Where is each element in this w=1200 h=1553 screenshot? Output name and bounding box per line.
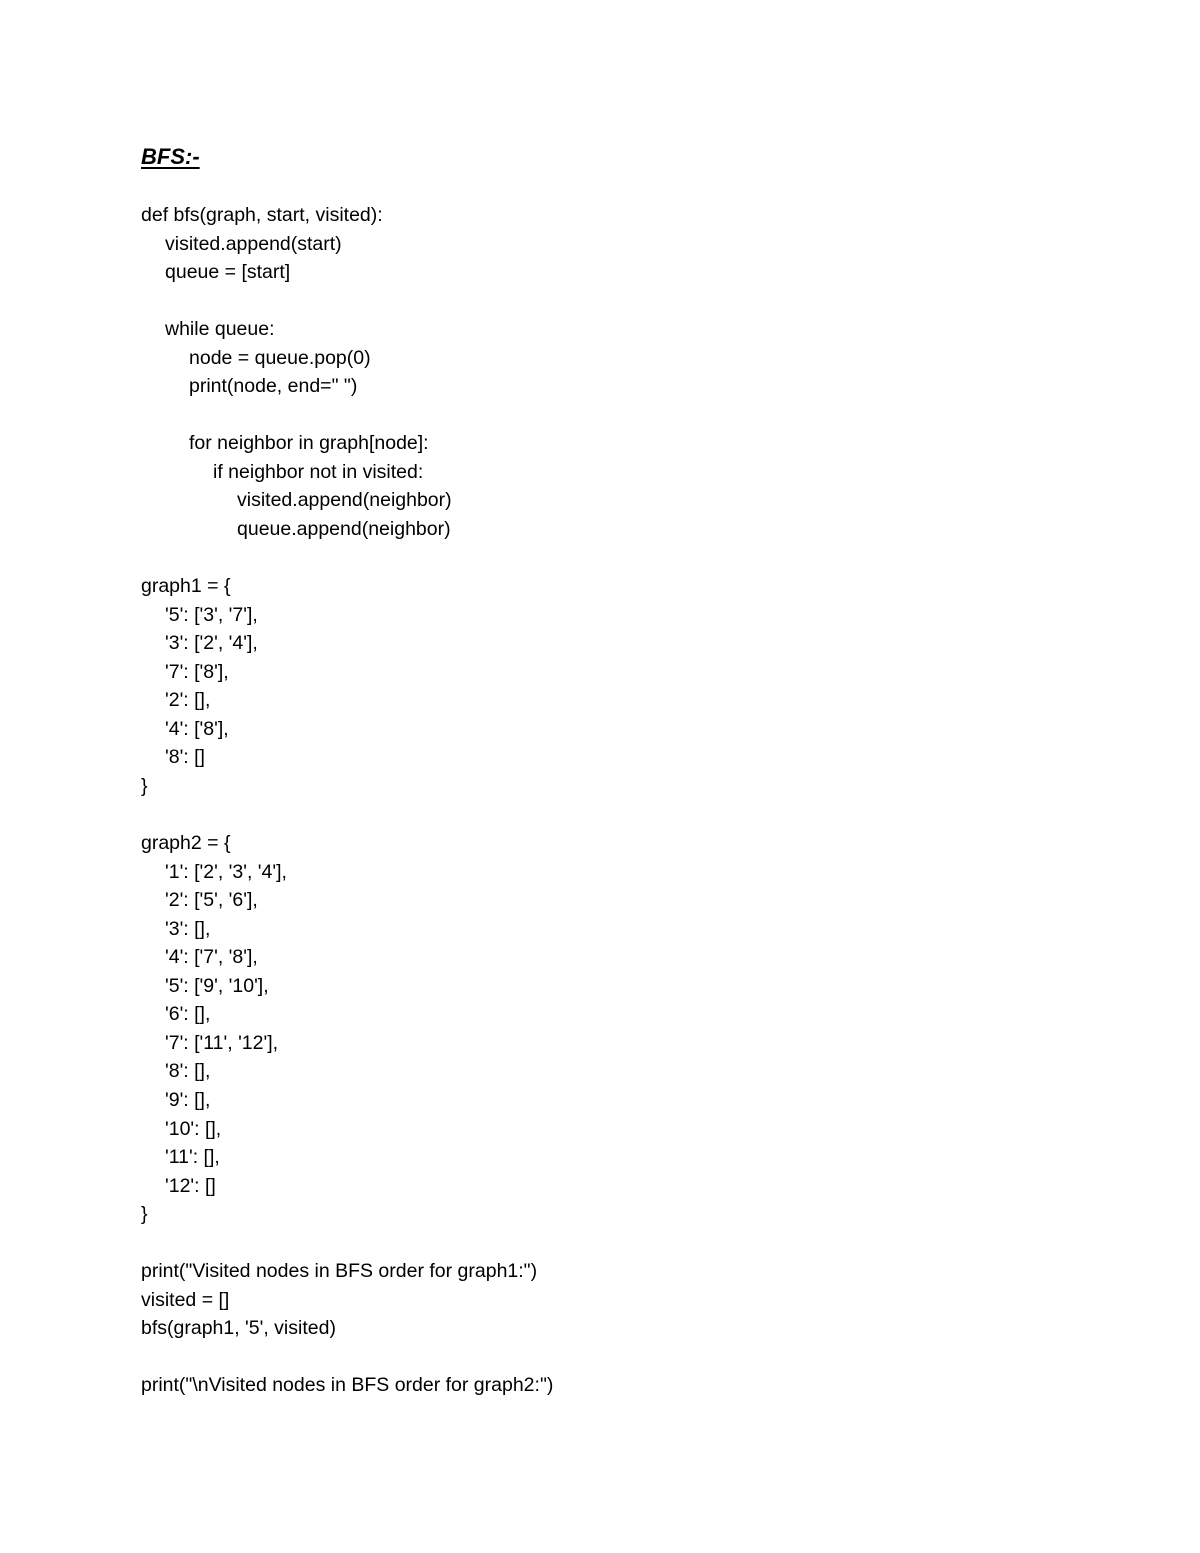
closing-brace: } xyxy=(141,774,148,797)
dict-entry: '4': ['7', '8'], xyxy=(165,946,258,969)
dict-entry: '3': [], xyxy=(165,917,211,940)
dict-entry: '7': ['11', '12'], xyxy=(165,1031,279,1054)
blank-line xyxy=(141,544,1141,573)
dict-entry: '4': ['8'], xyxy=(165,717,229,740)
code-line-while: while queue: xyxy=(165,318,275,341)
dict-entry: '1': ['2', '3', '4'], xyxy=(165,860,287,883)
code-line: node = queue.pop(0) xyxy=(189,346,371,369)
code-line-for: for neighbor in graph[node]: xyxy=(189,432,429,455)
code-line: print(node, end=" ") xyxy=(189,375,358,398)
code-line: queue = [start] xyxy=(165,261,291,284)
dict-entry: '6': [], xyxy=(165,1003,211,1026)
code-line: visited.append(start) xyxy=(165,232,342,255)
dict-entry: '9': [], xyxy=(165,1088,211,1111)
code-line: queue.append(neighbor) xyxy=(237,518,451,541)
code-line: visited.append(neighbor) xyxy=(237,489,452,512)
dict-entry: '12': [] xyxy=(165,1174,216,1197)
blank-line xyxy=(141,401,1141,430)
code-line-graph2: graph2 = { xyxy=(141,832,231,855)
dict-entry: '2': ['5', '6'], xyxy=(165,889,258,912)
dict-entry: '10': [], xyxy=(165,1117,222,1140)
code-line-print: print("Visited nodes in BFS order for graph1:") xyxy=(141,1260,538,1283)
blank-line xyxy=(141,800,1141,829)
code-line-def: def bfs(graph, start, visited): xyxy=(141,204,383,226)
code-line-call: bfs(graph1, '5', visited) xyxy=(141,1317,336,1340)
dict-entry: '8': [] xyxy=(165,746,205,769)
dict-entry: '8': [], xyxy=(165,1060,211,1083)
dict-entry: '3': ['2', '4'], xyxy=(165,632,258,655)
code-line-if: if neighbor not in visited: xyxy=(213,460,424,483)
dict-entry: '5': ['3', '7'], xyxy=(165,603,258,626)
blank-line xyxy=(141,1229,1141,1258)
blank-line xyxy=(141,287,1141,316)
code-line-print: print("\nVisited nodes in BFS order for graph2:") xyxy=(141,1374,554,1397)
code-block xyxy=(141,201,1141,1400)
dict-entry: '7': ['8'], xyxy=(165,660,229,683)
code-line-graph1: graph1 = { xyxy=(141,575,231,598)
closing-brace: } xyxy=(141,1203,148,1226)
code-line: visited = [] xyxy=(141,1288,230,1311)
dict-entry: '2': [], xyxy=(165,689,211,712)
blank-line xyxy=(141,1343,1141,1372)
page-title: BFS:- xyxy=(141,144,200,169)
dict-entry: '11': [], xyxy=(165,1146,220,1169)
dict-entry: '5': ['9', '10'], xyxy=(165,974,269,997)
